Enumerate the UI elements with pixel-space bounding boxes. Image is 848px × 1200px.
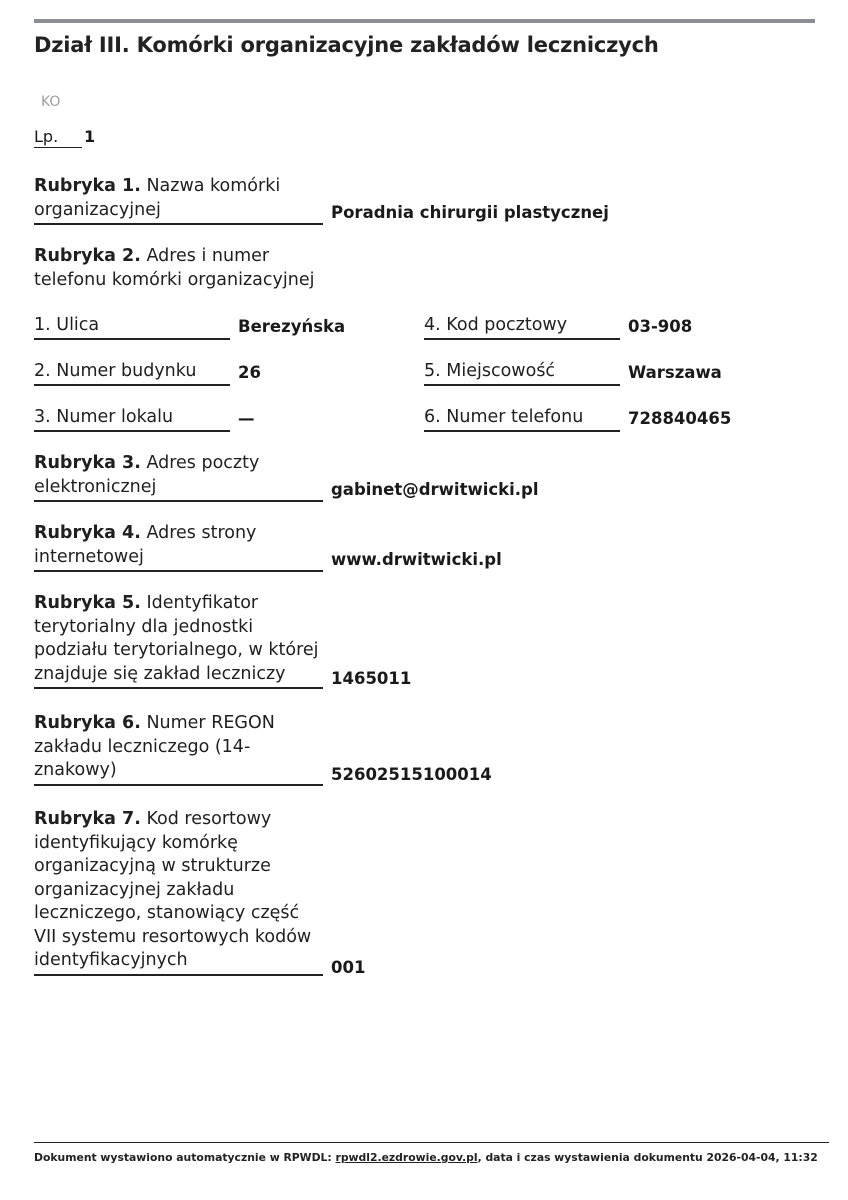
rubryka-7-label: Rubryka 7. Kod resortowy identyfikujący komórkę organizacyjną w strukturze organizacyjnej zakładu leczniczego, stanowiący część VII systemu resortowych kodów identyfikacyjnych [34, 808, 323, 976]
rubryka-5-label: Rubryka 5. Identyfikator terytorialny dla jednostki podziału terytorialnego, w której znajduje się zakład leczniczy [34, 592, 323, 689]
lp-value: 1 [84, 127, 96, 146]
lp-label: Lp. [34, 127, 82, 148]
address-unit-label: 3. Numer lokalu [34, 406, 230, 432]
rubryka-5-value: 1465011 [331, 669, 412, 688]
rubryka-7-value: 001 [331, 958, 366, 977]
section-code: KO [41, 94, 61, 110]
top-rule [34, 19, 815, 23]
address-postal-code-value: 03-908 [628, 317, 693, 336]
address-building-value: 26 [238, 363, 261, 382]
address-street-value: Berezyńska [238, 317, 346, 336]
rubryka-3-label: Rubryka 3. Adres poczty elektronicznej [34, 452, 323, 502]
rubryka-1-label: Rubryka 1. Nazwa komórki organizacyjnej [34, 175, 323, 225]
footer-rule [34, 1142, 829, 1143]
rubryka-6-label: Rubryka 6. Numer REGON zakładu leczniczego (14-znakowy) [34, 712, 323, 786]
address-city-value: Warszawa [628, 363, 722, 382]
address-postal-code-label: 4. Kod pocztowy [424, 314, 620, 340]
rubryka-2-label: Rubryka 2. Adres i numer telefonu komórki organizacyjnej [34, 246, 315, 290]
rpwdl-link[interactable]: rpwdl2.ezdrowie.gov.pl [335, 1151, 478, 1164]
footer-note: Dokument wystawiono automatycznie w RPWDL: rpwdl2.ezdrowie.gov.pl, data i czas wystawienia dokumentu 2026-04-04, 11:32 [34, 1151, 818, 1164]
address-city-label: 5. Miejscowość [424, 360, 620, 386]
rubryka-6-value: 52602515100014 [331, 765, 492, 784]
address-phone-label: 6. Numer telefonu [424, 406, 620, 432]
rubryka-1-value: Poradnia chirurgii plastycznej [331, 203, 609, 222]
rubryka-4-label: Rubryka 4. Adres strony internetowej [34, 522, 323, 572]
address-phone-value: 728840465 [628, 409, 732, 428]
address-unit-value: — [238, 409, 255, 428]
address-building-label: 2. Numer budynku [34, 360, 230, 386]
page-title: Dział III. Komórki organizacyjne zakładów leczniczych [34, 33, 659, 57]
rubryka-3-value: gabinet@drwitwicki.pl [331, 480, 539, 499]
address-street-label: 1. Ulica [34, 314, 230, 340]
rubryka-4-value: www.drwitwicki.pl [331, 550, 502, 569]
